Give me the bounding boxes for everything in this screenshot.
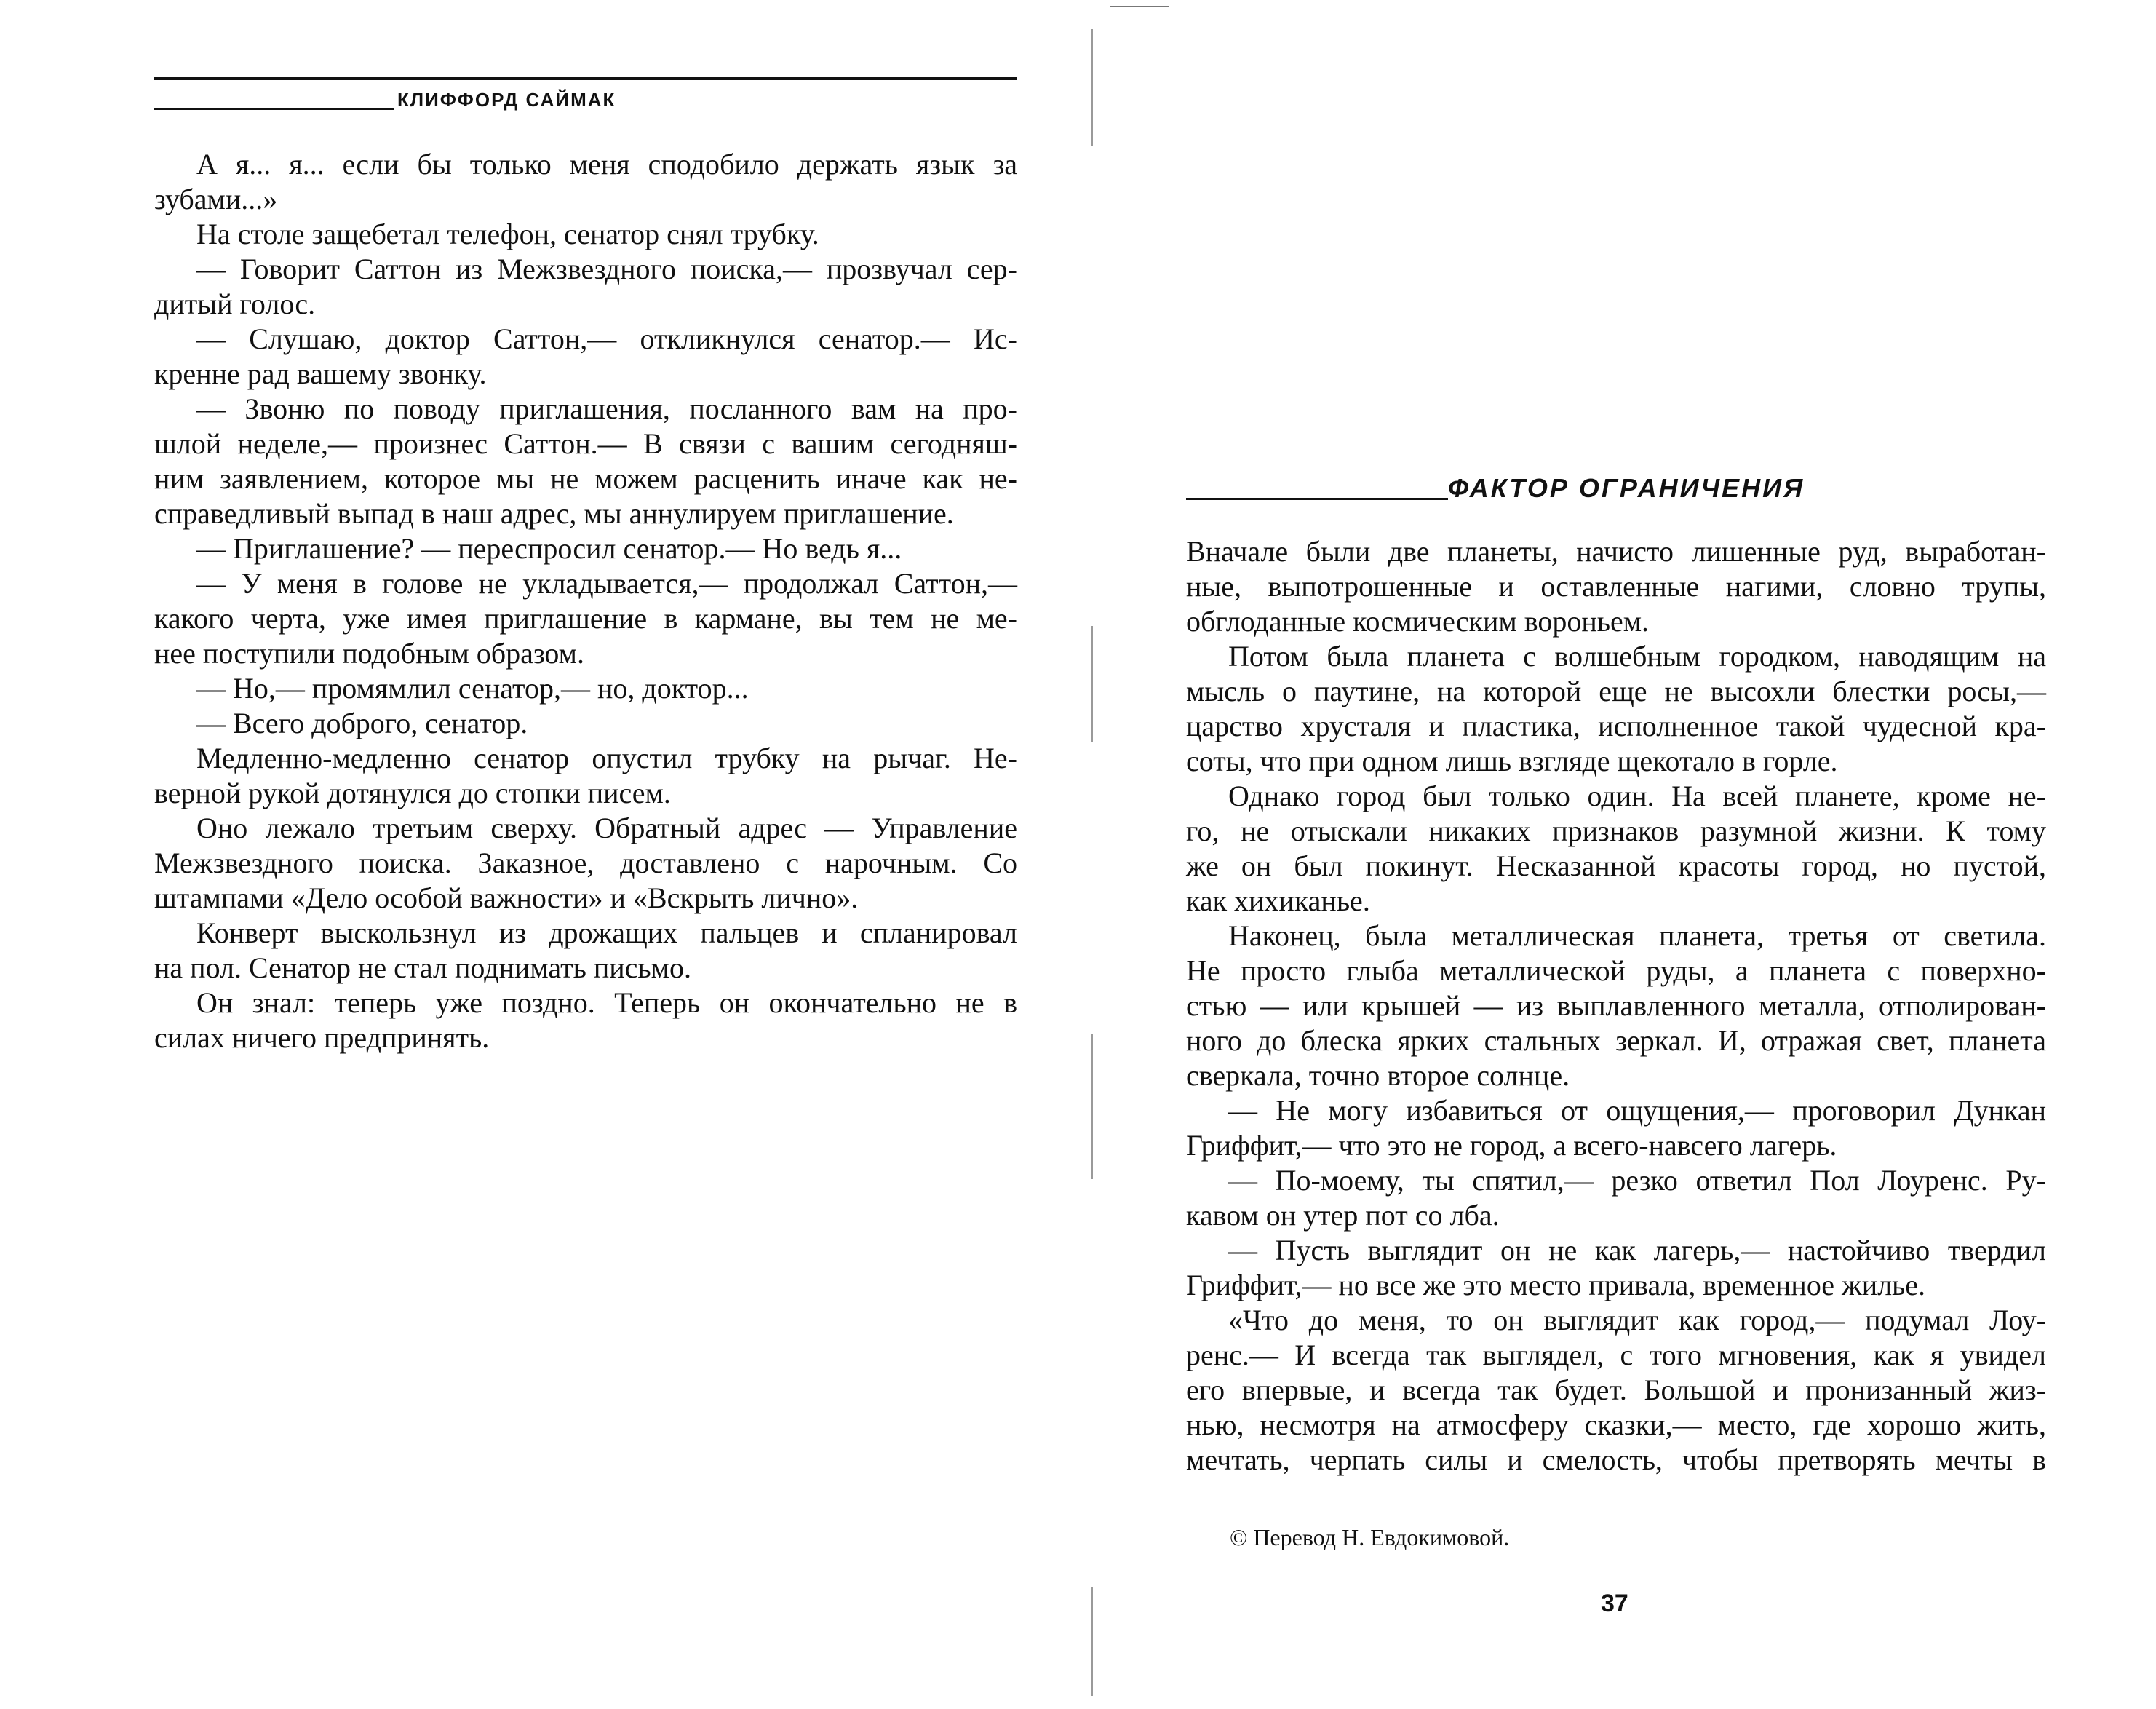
text-line: — Приглашение? — переспросил сенатор.— Но ведь я... [196, 532, 902, 565]
text-line: — Пусть выглядит он не как лагерь,— настойчиво твердил [1228, 1234, 2046, 1266]
text-line: Гриффит,— что это не город, а всего-навсего лагерь. [1186, 1129, 1837, 1162]
text-line: же он был покинут. Несказанной красоты город, но пустой, [1186, 849, 2046, 882]
text-line: «Что до меня, то он выглядит как город,— подумал Лоу- [1228, 1304, 2046, 1336]
right-text-column [1186, 534, 2046, 1478]
text-line: Он знал: теперь уже поздно. Теперь он окончательно не в [196, 986, 1017, 1019]
text-line: Оно лежало третьим сверху. Обратный адрес — Управление [196, 812, 1017, 844]
text-line: ренс.— И всегда так выглядел, с того мгновения, как я увидел [1186, 1339, 2046, 1371]
story-title: ФАКТОР ОГРАНИЧЕНИЯ [1448, 473, 1805, 503]
text-line: — По-моему, ты спятил,— резко ответил Пол Лоуренс. Ру- [1228, 1164, 2046, 1197]
text-line: его впервые, и всегда так будет. Большой и пронизанный жиз- [1186, 1373, 2046, 1406]
gutter-line [1091, 626, 1093, 742]
text-line: на пол. Сенатор не стал поднимать письмо. [154, 951, 691, 984]
gutter-line [1091, 1587, 1093, 1696]
left-text-column [154, 147, 1017, 1055]
gutter-line [1091, 1034, 1093, 1179]
text-line: ним заявлением, которое мы не можем расценить иначе как не- [154, 462, 1017, 495]
text-line: верной рукой дотянулся до стопки писем. [154, 777, 671, 809]
text-line: дитый голос. [154, 288, 316, 320]
text-line: силах ничего предпринять. [154, 1021, 490, 1054]
text-line: сверкала, точно второе солнце. [1186, 1059, 1570, 1092]
text-line: соты, что при одном лишь взгляде щекотало в горле. [1186, 745, 1838, 777]
text-line: кренне рад вашему звонку. [154, 357, 487, 390]
gutter-line [1091, 29, 1093, 146]
text-line: Гриффит,— но все же это место привала, временное жилье. [1186, 1269, 1926, 1301]
text-line: Медленно-медленно сенатор опустил трубку на рычаг. Не- [196, 742, 1017, 774]
text-line: Наконец, была металлическая планета, третья от светила. [1228, 919, 2046, 952]
text-line: А я... я... если бы только меня сподобило держать язык за [196, 148, 1017, 181]
text-line: — Звоню по поводу приглашения, посланного вам на про- [196, 392, 1017, 425]
text-line: Однако город был только один. На всей планете, кроме не- [1228, 780, 2046, 812]
text-line: — Но,— промямлил сенатор,— но, доктор... [196, 672, 749, 705]
text-line: ные, выпотрошенные и оставленные нагими, словно трупы, [1186, 570, 2046, 603]
text-line: справедливый выпад в наш адрес, мы аннулируем приглашение. [154, 497, 954, 530]
text-line: мечтать, черпать силы и смелость, чтобы претворять мечты в [1186, 1443, 2046, 1476]
text-line: как хихиканье. [1186, 884, 1370, 917]
text-line: мысль о паутине, на которой еще не высохли блестки росы,— [1186, 675, 2046, 707]
text-line: кавом он утер пот со лба. [1186, 1199, 1500, 1232]
text-line: нью, несмотря на атмосферу сказки,— место, где хорошо жить, [1186, 1408, 2046, 1441]
text-line: На столе защебетал телефон, сенатор снял трубку. [196, 218, 819, 250]
text-line: — Говорит Саттон из Межзвездного поиска,— прозвучал сер- [196, 253, 1017, 285]
title-rule [1186, 498, 1448, 500]
text-line: царство хрусталя и пластика, исполненное такой чудесной кра- [1186, 710, 2046, 742]
text-line: го, не отыскали никаких признаков разумной жизни. К тому [1186, 814, 2046, 847]
text-line: нее поступили подобным образом. [154, 637, 584, 670]
text-line: Вначале были две планеты, начисто лишенные руд, выработан- [1186, 535, 2046, 568]
text-line: Конверт выскользнул из дрожащих пальцев и спланировал [196, 916, 1017, 949]
running-header: КЛИФФОРД САЙМАК [397, 89, 616, 111]
text-line: штампами «Дело особой важности» и «Вскрыть лично». [154, 881, 859, 914]
text-line: — Всего доброго, сенатор. [196, 707, 528, 739]
text-line: какого черта, уже имея приглашение в кармане, вы тем не ме- [154, 602, 1017, 635]
text-line: — У меня в голове не укладывается,— продолжал Саттон,— [196, 567, 1017, 600]
running-header-rule [154, 77, 1017, 80]
text-line: обглоданные космическим вороньем. [1186, 605, 1650, 638]
gutter-top-mark [1110, 6, 1169, 7]
text-line: Потом была планета с волшебным городком, наводящим на [1228, 640, 2046, 673]
text-line: зубами...» [154, 183, 278, 215]
text-line: ного до блеска ярких стальных зеркал. И, отражая свет, планета [1186, 1024, 2046, 1057]
text-line: шлой неделе,— произнес Саттон.— В связи с вашим сегодняш- [154, 427, 1017, 460]
text-line: Не просто глыба металлической руды, а планета с поверхно- [1186, 954, 2046, 987]
text-line: — Не могу избавиться от ощущения,— проговорил Дункан [1228, 1094, 2046, 1127]
running-header-leader [154, 108, 394, 110]
text-line: — Слушаю, доктор Саттон,— откликнулся сенатор.— Ис- [196, 322, 1017, 355]
text-line: стью — или крышей — из выплавленного металла, отполирован- [1186, 989, 2046, 1022]
text-line: Межзвездного поиска. Заказное, доставлено с нарочным. Со [154, 846, 1017, 879]
page-number: 37 [1601, 1590, 1628, 1617]
translation-footnote: © Перевод Н. Евдокимовой. [1230, 1524, 1510, 1550]
